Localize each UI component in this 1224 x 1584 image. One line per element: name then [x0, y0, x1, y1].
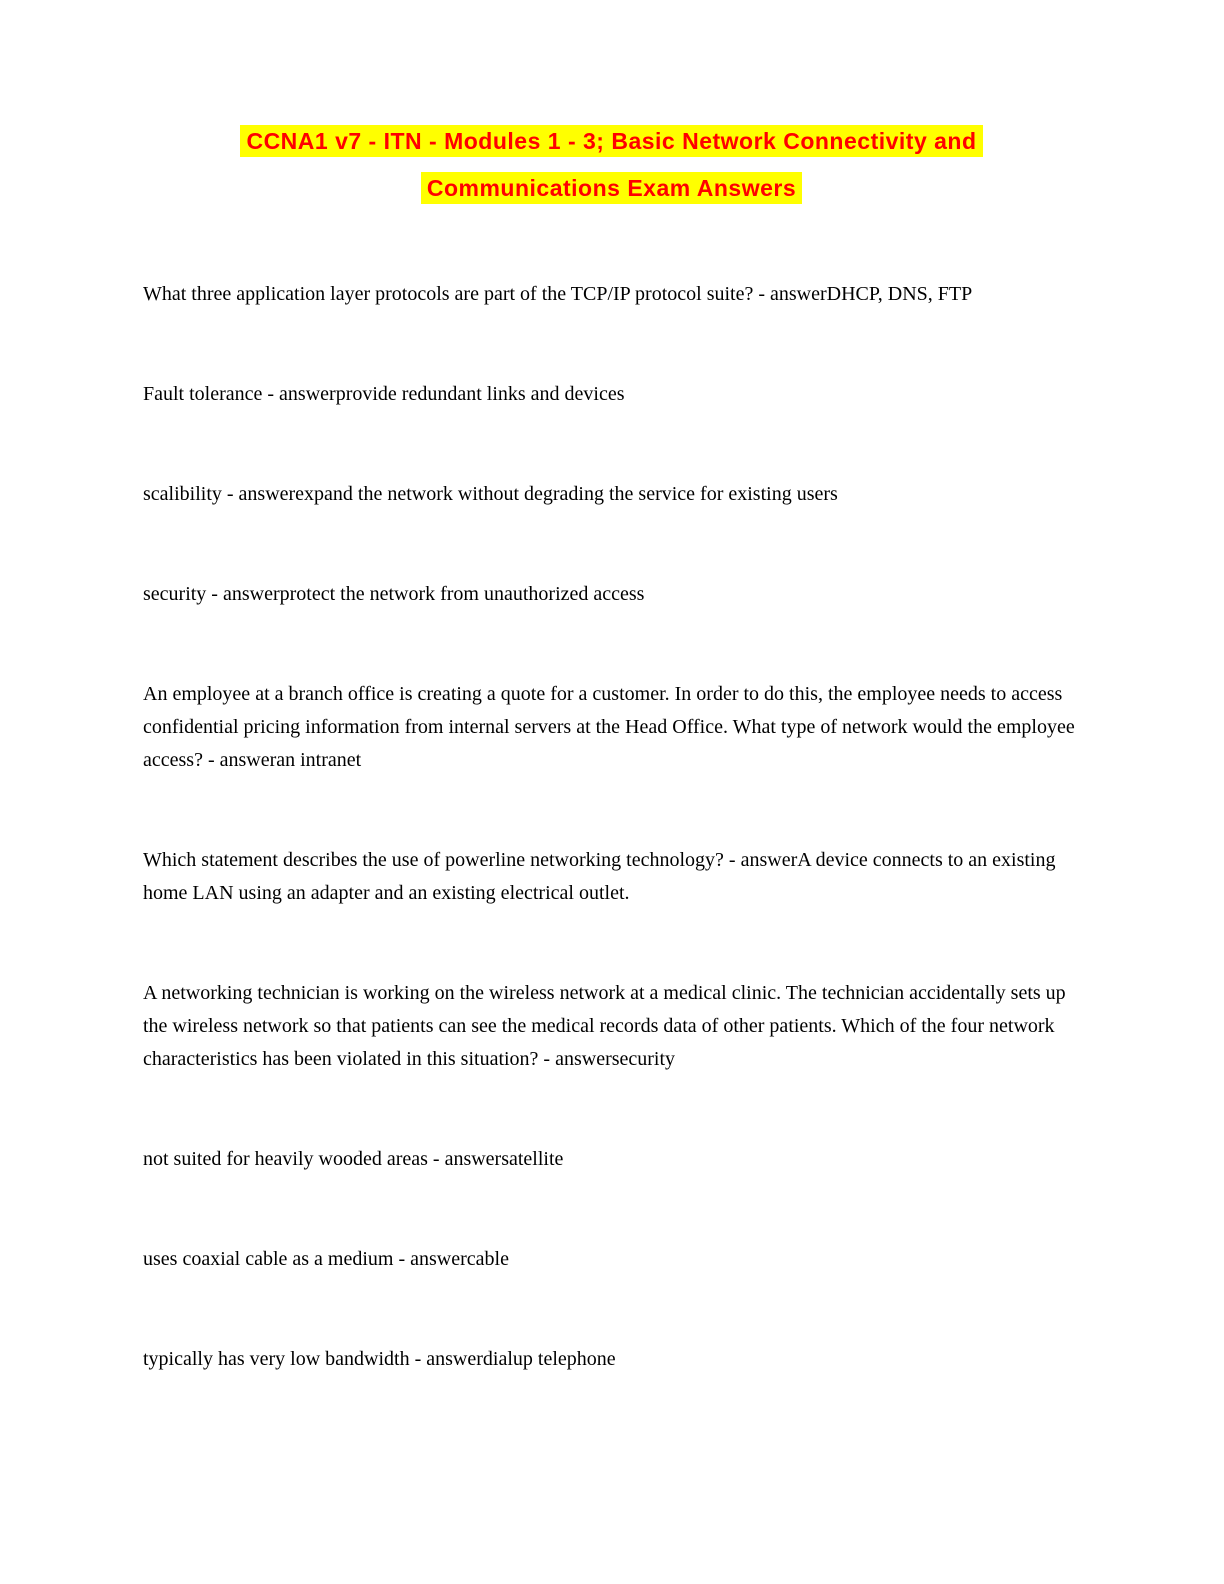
- title-line-1: CCNA1 v7 - ITN - Modules 1 - 3; Basic Network Connectivity and: [240, 125, 982, 157]
- qa-paragraph-5: An employee at a branch office is creating a quote for a customer. In order to do this, the employee needs to access confidential pricing information from internal servers at the Head Office. What type of network would the employee access? - answeran intranet: [143, 683, 1075, 772]
- qa-paragraph-6: Which statement describes the use of powerline networking technology? - answerA device connects to an existing home LAN using an adapter and an existing electrical outlet.: [143, 849, 1056, 905]
- qa-paragraph-2: Fault tolerance - answerprovide redundant links and devices: [143, 383, 625, 406]
- qa-paragraph-4: security - answerprotect the network from unauthorized access: [143, 583, 645, 606]
- qa-paragraph-3: scalibility - answerexpand the network without degrading the service for existing users: [143, 483, 838, 506]
- qa-paragraph-9: uses coaxial cable as a medium - answercable: [143, 1248, 509, 1271]
- qa-paragraph-1: What three application layer protocols are part of the TCP/IP protocol suite? - answerDHCP, DNS, FTP: [143, 283, 973, 306]
- document-title: [143, 118, 1080, 212]
- qa-paragraph-10: typically has very low bandwidth - answerdialup telephone: [143, 1348, 616, 1371]
- title-line-2: Communications Exam Answers: [421, 172, 802, 204]
- qa-paragraph-8: not suited for heavily wooded areas - answersatellite: [143, 1148, 564, 1171]
- qa-paragraph-7: A networking technician is working on the wireless network at a medical clinic. The technician accidentally sets up the wireless network so that patients can see the medical records data of other patients. Which of the four network characteristics has been violated in this situation? - answersecurity: [143, 982, 1066, 1071]
